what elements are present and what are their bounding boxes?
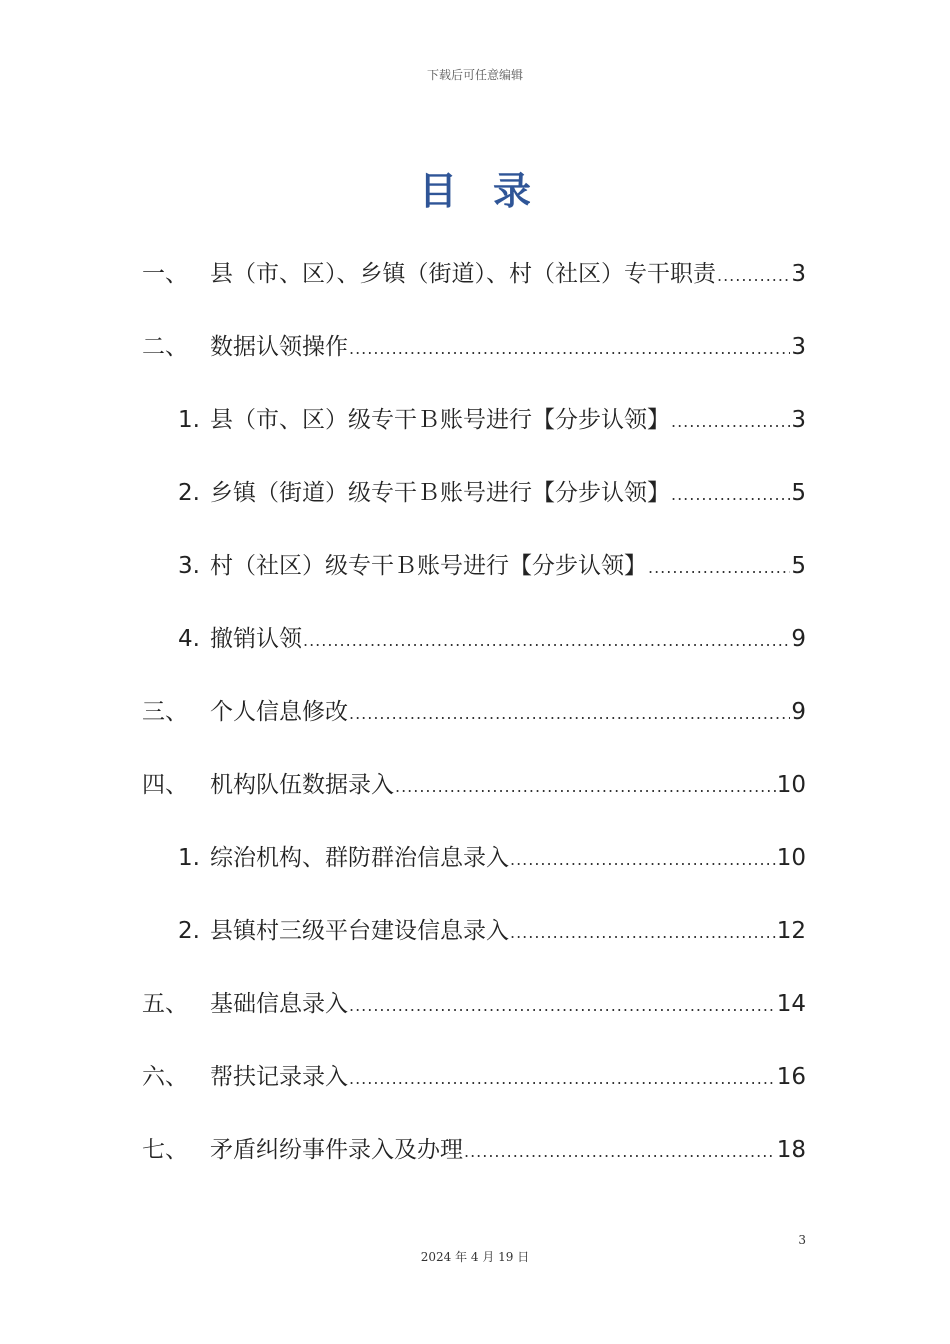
toc-entry-number: 4.: [178, 626, 200, 652]
toc-entry-number: 1.: [178, 407, 200, 433]
toc-entry-page: 10: [776, 772, 806, 798]
dot-leader: [349, 984, 776, 1028]
toc-entry-number: 五、: [142, 991, 188, 1017]
toc-entry-number: 七、: [142, 1137, 188, 1163]
toc-entry-page: 3: [791, 334, 806, 360]
dot-leader: [510, 911, 776, 955]
dot-leader: [303, 619, 790, 663]
toc-entry-number: 四、: [142, 772, 188, 798]
toc-entry-page: 12: [776, 918, 806, 944]
toc-entry-label: 个人信息修改: [210, 699, 348, 725]
footer-date: 2024 年 4 月 19 日: [420, 1250, 530, 1264]
dot-leader: [510, 838, 776, 882]
toc-entry-label: 帮扶记录录入: [210, 1064, 348, 1090]
toc-entry-page: 5: [791, 553, 806, 579]
toc-entry-number: 1.: [178, 845, 200, 871]
toc-entry[interactable]: [142, 1128, 806, 1201]
dot-leader: [349, 1057, 776, 1101]
toc-entry-label: 县（市、区）级专干Ｂ账号进行【分步认领】: [210, 407, 670, 433]
toc-entry[interactable]: [142, 909, 806, 982]
toc-entry-label: 村（社区）级专干Ｂ账号进行【分步认领】: [210, 553, 647, 579]
toc-entry-label: 数据认领操作: [210, 334, 348, 360]
toc-entry-number: 3.: [178, 553, 200, 579]
toc-entry-page: 18: [776, 1137, 806, 1163]
toc-entry-page: 14: [776, 991, 806, 1017]
toc-entry-number: 2.: [178, 918, 200, 944]
table-of-contents: [142, 252, 806, 1201]
toc-entry[interactable]: [142, 617, 806, 690]
toc-title: 目录: [418, 168, 567, 213]
dot-leader: [648, 546, 790, 590]
toc-entry[interactable]: [142, 544, 806, 617]
toc-entry-label: 县（市、区）、乡镇（街道）、村（社区）专干职责: [210, 261, 716, 287]
toc-entry-page: 16: [776, 1064, 806, 1090]
toc-entry[interactable]: [142, 398, 806, 471]
toc-entry-number: 六、: [142, 1064, 188, 1090]
dot-leader: [671, 473, 790, 517]
toc-entry[interactable]: [142, 471, 806, 544]
toc-entry-label: 机构队伍数据录入: [210, 772, 394, 798]
dot-leader: [349, 692, 790, 736]
toc-entry-number: 三、: [142, 699, 188, 725]
toc-entry[interactable]: [142, 836, 806, 909]
dot-leader: [671, 400, 790, 444]
toc-entry-label: 基础信息录入: [210, 991, 348, 1017]
toc-entry-label: 乡镇（街道）级专干Ｂ账号进行【分步认领】: [210, 480, 670, 506]
toc-entry[interactable]: [142, 1055, 806, 1128]
dot-leader: [349, 327, 790, 371]
toc-entry-label: 撤销认领: [210, 626, 302, 652]
dot-leader: [395, 765, 776, 809]
toc-entry[interactable]: [142, 325, 806, 398]
dot-leader: [717, 254, 790, 298]
toc-entry-label: 矛盾纠纷事件录入及办理: [210, 1137, 463, 1163]
dot-leader: [464, 1130, 776, 1174]
toc-entry[interactable]: [142, 763, 806, 836]
toc-entry-page: 9: [791, 699, 806, 725]
toc-entry[interactable]: [142, 690, 806, 763]
toc-entry-page: 10: [776, 845, 806, 871]
page-number: 3: [798, 1233, 806, 1247]
toc-entry-label: 综治机构、群防群治信息录入: [210, 845, 509, 871]
toc-entry-page: 3: [791, 407, 806, 433]
toc-entry-page: 9: [791, 626, 806, 652]
toc-entry-number: 一、: [142, 261, 188, 287]
toc-entry-number: 2.: [178, 480, 200, 506]
header-note: 下载后可任意编辑: [426, 68, 523, 82]
toc-entry[interactable]: [142, 982, 806, 1055]
toc-entry-page: 3: [791, 261, 806, 287]
toc-entry-page: 5: [791, 480, 806, 506]
toc-entry[interactable]: [142, 252, 806, 325]
toc-entry-number: 二、: [142, 334, 188, 360]
toc-entry-label: 县镇村三级平台建设信息录入: [210, 918, 509, 944]
